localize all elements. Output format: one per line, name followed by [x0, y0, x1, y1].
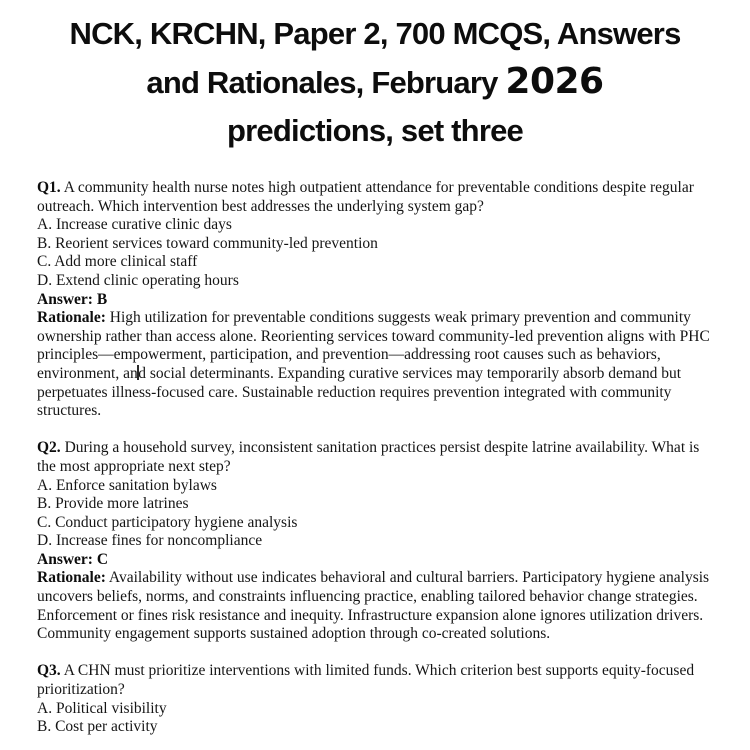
rationale-label: Rationale: [37, 569, 106, 587]
option-d: D. Extend clinic operating hours [37, 271, 239, 289]
answer-line: Answer: C [37, 550, 109, 568]
question-text: Q2. During a household survey, inconsistent sanitation practices persist despite latrine availability. What is the most appropriate next step? [37, 439, 700, 475]
question-text: Q3. A CHN must prioritize interventions with limited funds. Which criterion best supports equity-focused prioritization? [37, 662, 695, 699]
option-a: A. Increase curative clinic days [37, 216, 232, 234]
question-block-2 [37, 439, 713, 644]
option-b: B. Provide more latrines [37, 495, 189, 513]
option-b: B. Cost per activity [37, 718, 158, 736]
title-year: 2026 [505, 61, 604, 102]
title-line-2: and Rationales, February 2026 [146, 61, 604, 102]
document-title [37, 10, 713, 155]
title-line-1: NCK, KRCHN, Paper 2, 700 MCQS, Answers [69, 16, 681, 51]
question-number: Q3. [37, 662, 61, 680]
question-number: Q1. [37, 179, 61, 196]
option-a: A. Political visibility [37, 699, 167, 717]
option-c: C. Conduct participatory hygiene analysis [37, 513, 298, 531]
title-line-3: predictions, set three [227, 113, 523, 148]
question-block-1 [37, 179, 713, 421]
rationale-paragraph: Rationale: Availability without use indicates behavioral and cultural barriers. Participatory hygiene analysis uncovers beliefs, norms, and constraints influencing practice, enabling tailored behavior change strategies. Enforcement or fines risk resistance and inequity. Infrastructure expansion alone ignores utilization drivers. Community engagement supports sustained adoption through co-created solutions. [37, 569, 710, 643]
question-number: Q2. [37, 439, 61, 457]
rationale-paragraph: Rationale: High utilization for preventable conditions suggests weak primary prevention and community ownership rather than access alone. Reorienting services toward community-led prevention aligns with PHC principles—empowerment, participation, and prevention—addressing root causes such as behaviors, environment, and social determinants. Expanding curative services may temporarily absorb demand but perpetuates illness-focused care. Sustainable reduction requires prevention integrated with community structures. [37, 309, 710, 420]
answer-line: Answer: B [37, 290, 108, 308]
question-block-3 [37, 662, 713, 736]
rationale-label: Rationale: [37, 309, 106, 327]
document-body [37, 179, 713, 737]
question-text: Q1. A community health nurse notes high outpatient attendance for preventable conditions despite regular outreach. Which intervention best addresses the underlying system gap? [37, 179, 694, 215]
option-a: A. Enforce sanitation bylaws [37, 476, 217, 494]
option-b: B. Reorient services toward community-led prevention [37, 234, 378, 252]
option-c: C. Add more clinical staff [37, 253, 198, 271]
option-d: D. Increase fines for noncompliance [37, 532, 263, 550]
